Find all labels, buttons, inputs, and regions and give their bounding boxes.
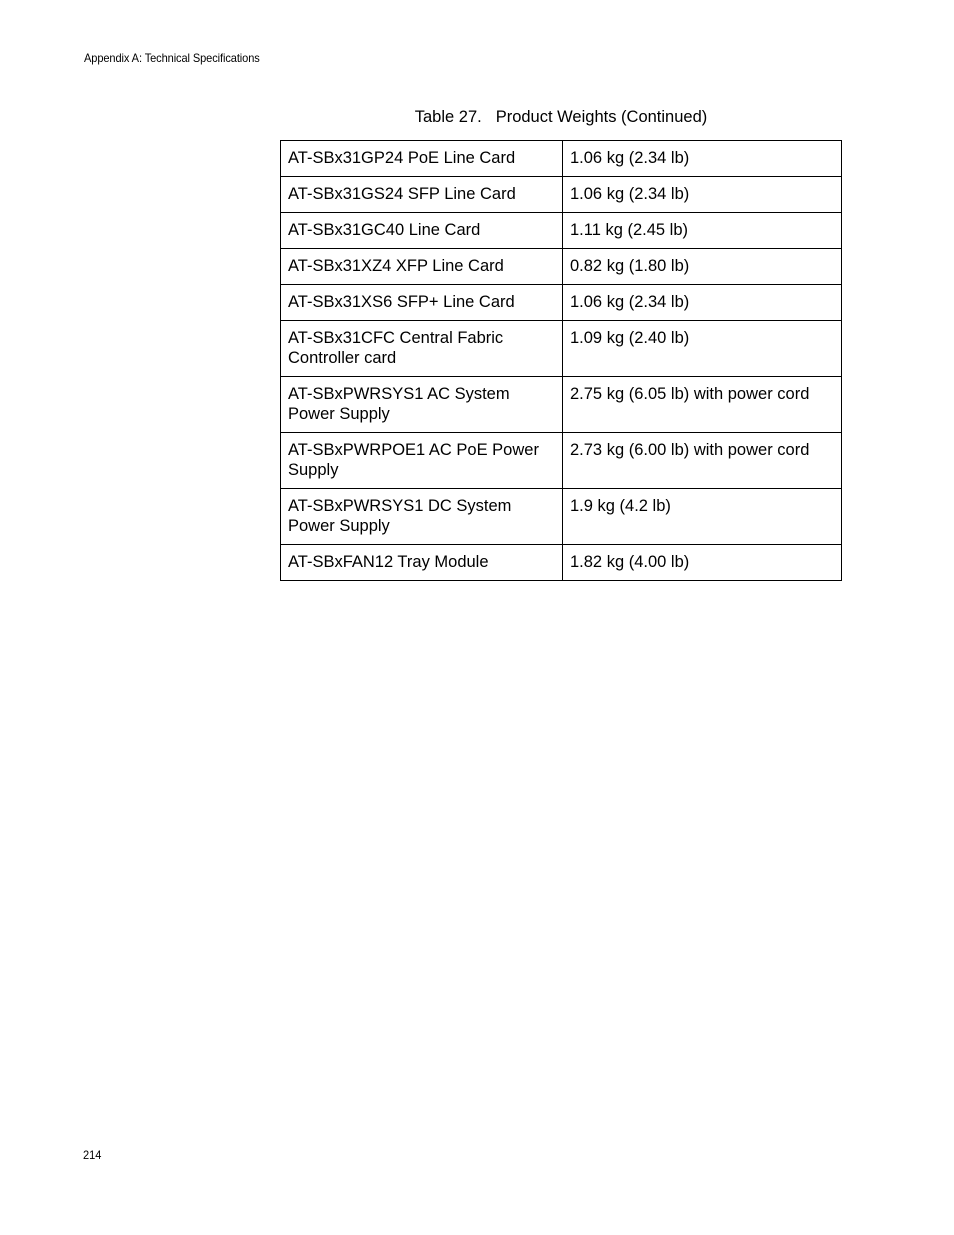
table-row — [281, 433, 842, 489]
table-caption — [280, 108, 842, 127]
weight-cell: 2.75 kg (6.05 lb) with power cord — [563, 377, 842, 433]
table-row — [281, 489, 842, 545]
table-row — [281, 213, 842, 249]
table-row — [281, 249, 842, 285]
product-cell: AT-SBxPWRPOE1 AC PoE Power Supply — [281, 433, 563, 489]
table-caption-number: Table 27. — [414, 108, 482, 126]
weight-cell: 1.06 kg (2.34 lb) — [563, 141, 842, 177]
table-row — [281, 545, 842, 581]
table-row — [281, 321, 842, 377]
weight-cell: 1.06 kg (2.34 lb) — [563, 177, 842, 213]
table-row — [281, 285, 842, 321]
product-cell: AT-SBx31XS6 SFP+ Line Card — [281, 285, 563, 321]
weight-cell: 2.73 kg (6.00 lb) with power cord — [563, 433, 842, 489]
product-cell: AT-SBxPWRSYS1 AC System Power Supply — [281, 377, 563, 433]
product-cell: AT-SBx31GC40 Line Card — [281, 213, 563, 249]
product-cell: AT-SBx31XZ4 XFP Line Card — [281, 249, 563, 285]
table-row — [281, 377, 842, 433]
weight-cell: 0.82 kg (1.80 lb) — [563, 249, 842, 285]
weight-cell: 1.11 kg (2.45 lb) — [563, 213, 842, 249]
weight-cell: 1.06 kg (2.34 lb) — [563, 285, 842, 321]
product-weights-table — [280, 140, 842, 581]
weight-cell: 1.09 kg (2.40 lb) — [563, 321, 842, 377]
weight-cell: 1.9 kg (4.2 lb) — [563, 489, 842, 545]
product-cell: AT-SBxFAN12 Tray Module — [281, 545, 563, 581]
table-row — [281, 141, 842, 177]
product-cell: AT-SBx31GP24 PoE Line Card — [281, 141, 563, 177]
product-cell: AT-SBxPWRSYS1 DC System Power Supply — [281, 489, 563, 545]
product-cell: AT-SBx31GS24 SFP Line Card — [281, 177, 563, 213]
product-cell: AT-SBx31CFC Central Fabric Controller card — [281, 321, 563, 377]
page-number: 214 — [83, 1148, 102, 1162]
running-header: Appendix A: Technical Specifications — [84, 51, 260, 65]
table-caption-title: Product Weights (Continued) — [495, 108, 708, 126]
table-row — [281, 177, 842, 213]
weight-cell: 1.82 kg (4.00 lb) — [563, 545, 842, 581]
